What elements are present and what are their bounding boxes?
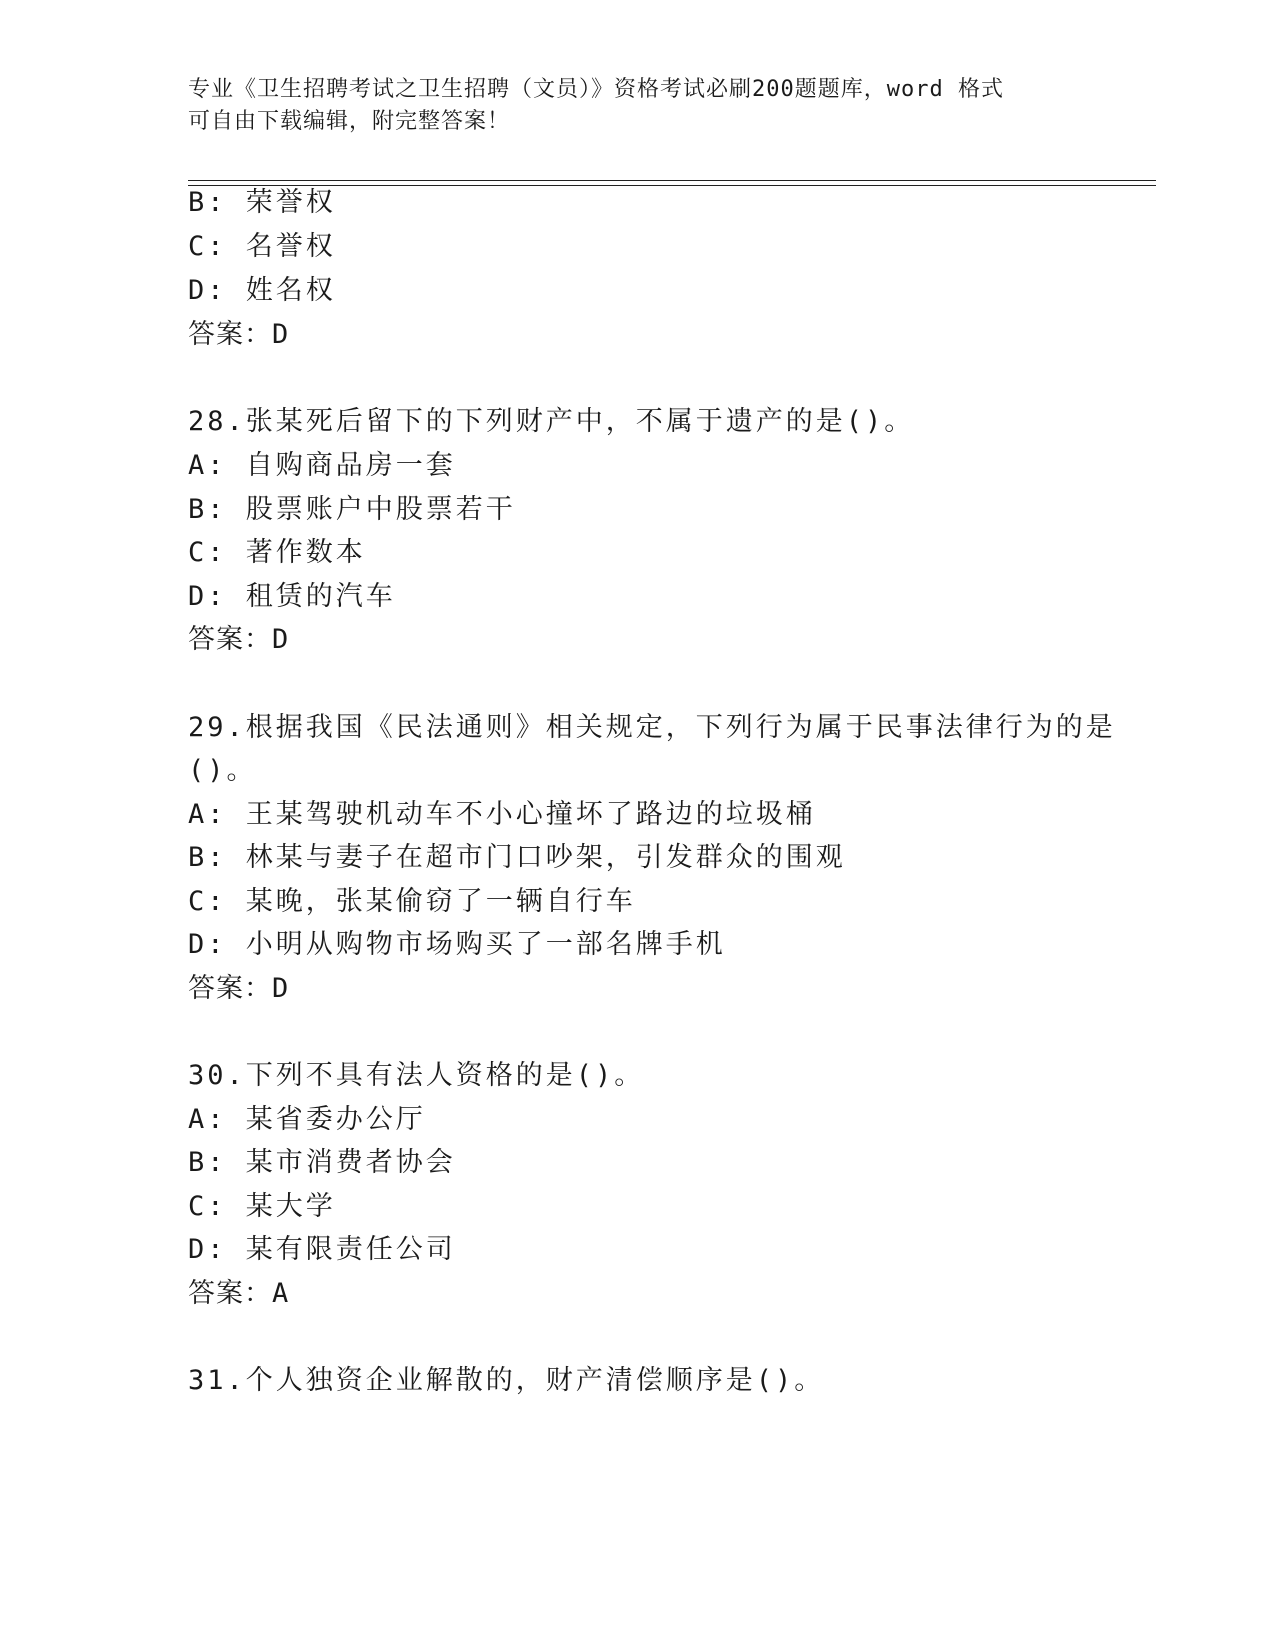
q29-option-c: C: 某晚，张某偷窃了一辆自行车 xyxy=(188,886,636,917)
q30-option-b: B: 某市消费者协会 xyxy=(188,1147,456,1178)
q28-stem: 28.张某死后留下的下列财产中，不属于遗产的是()。 xyxy=(188,406,915,437)
q30-option-d: D: 某有限责任公司 xyxy=(188,1234,456,1265)
q31-stem: 31.个人独资企业解散的，财产清偿顺序是()。 xyxy=(188,1365,825,1396)
q29-stem-line-2: ()。 xyxy=(188,755,257,786)
q30-answer: 答案：A xyxy=(188,1278,290,1309)
header-divider-top xyxy=(188,180,1156,181)
q28-answer: 答案：D xyxy=(188,624,290,655)
q27-option-b: B: 荣誉权 xyxy=(188,187,336,218)
q27-option-c: C: 名誉权 xyxy=(188,231,336,262)
header-line-2: 可自由下载编辑，附完整答案！ xyxy=(188,109,511,134)
q27-option-d: D: 姓名权 xyxy=(188,275,336,306)
document-header xyxy=(188,74,1088,138)
q29-option-d: D: 小明从购物市场购买了一部名牌手机 xyxy=(188,929,726,960)
q29-option-a: A: 王某驾驶机动车不小心撞坏了路边的垃圾桶 xyxy=(188,799,816,830)
header-line-1: 专业《卫生招聘考试之卫生招聘（文员）》资格考试必刷200题题库，word 格式 xyxy=(188,77,1004,102)
q27-answer: 答案：D xyxy=(188,319,290,350)
q28-option-d: D: 租赁的汽车 xyxy=(188,581,396,612)
q30-option-a: A: 某省委办公厅 xyxy=(188,1104,426,1135)
q28-option-a: A: 自购商品房一套 xyxy=(188,450,456,481)
q29-answer: 答案：D xyxy=(188,973,290,1004)
q28-option-c: C: 著作数本 xyxy=(188,537,366,568)
q30-option-c: C: 某大学 xyxy=(188,1191,336,1222)
q29-option-b: B: 林某与妻子在超市门口吵架，引发群众的围观 xyxy=(188,842,846,873)
q28-option-b: B: 股票账户中股票若干 xyxy=(188,494,516,525)
q29-stem-line-1: 29.根据我国《民法通则》相关规定，下列行为属于民事法律行为的是 xyxy=(188,712,1116,743)
q30-stem: 30.下列不具有法人资格的是()。 xyxy=(188,1060,645,1091)
